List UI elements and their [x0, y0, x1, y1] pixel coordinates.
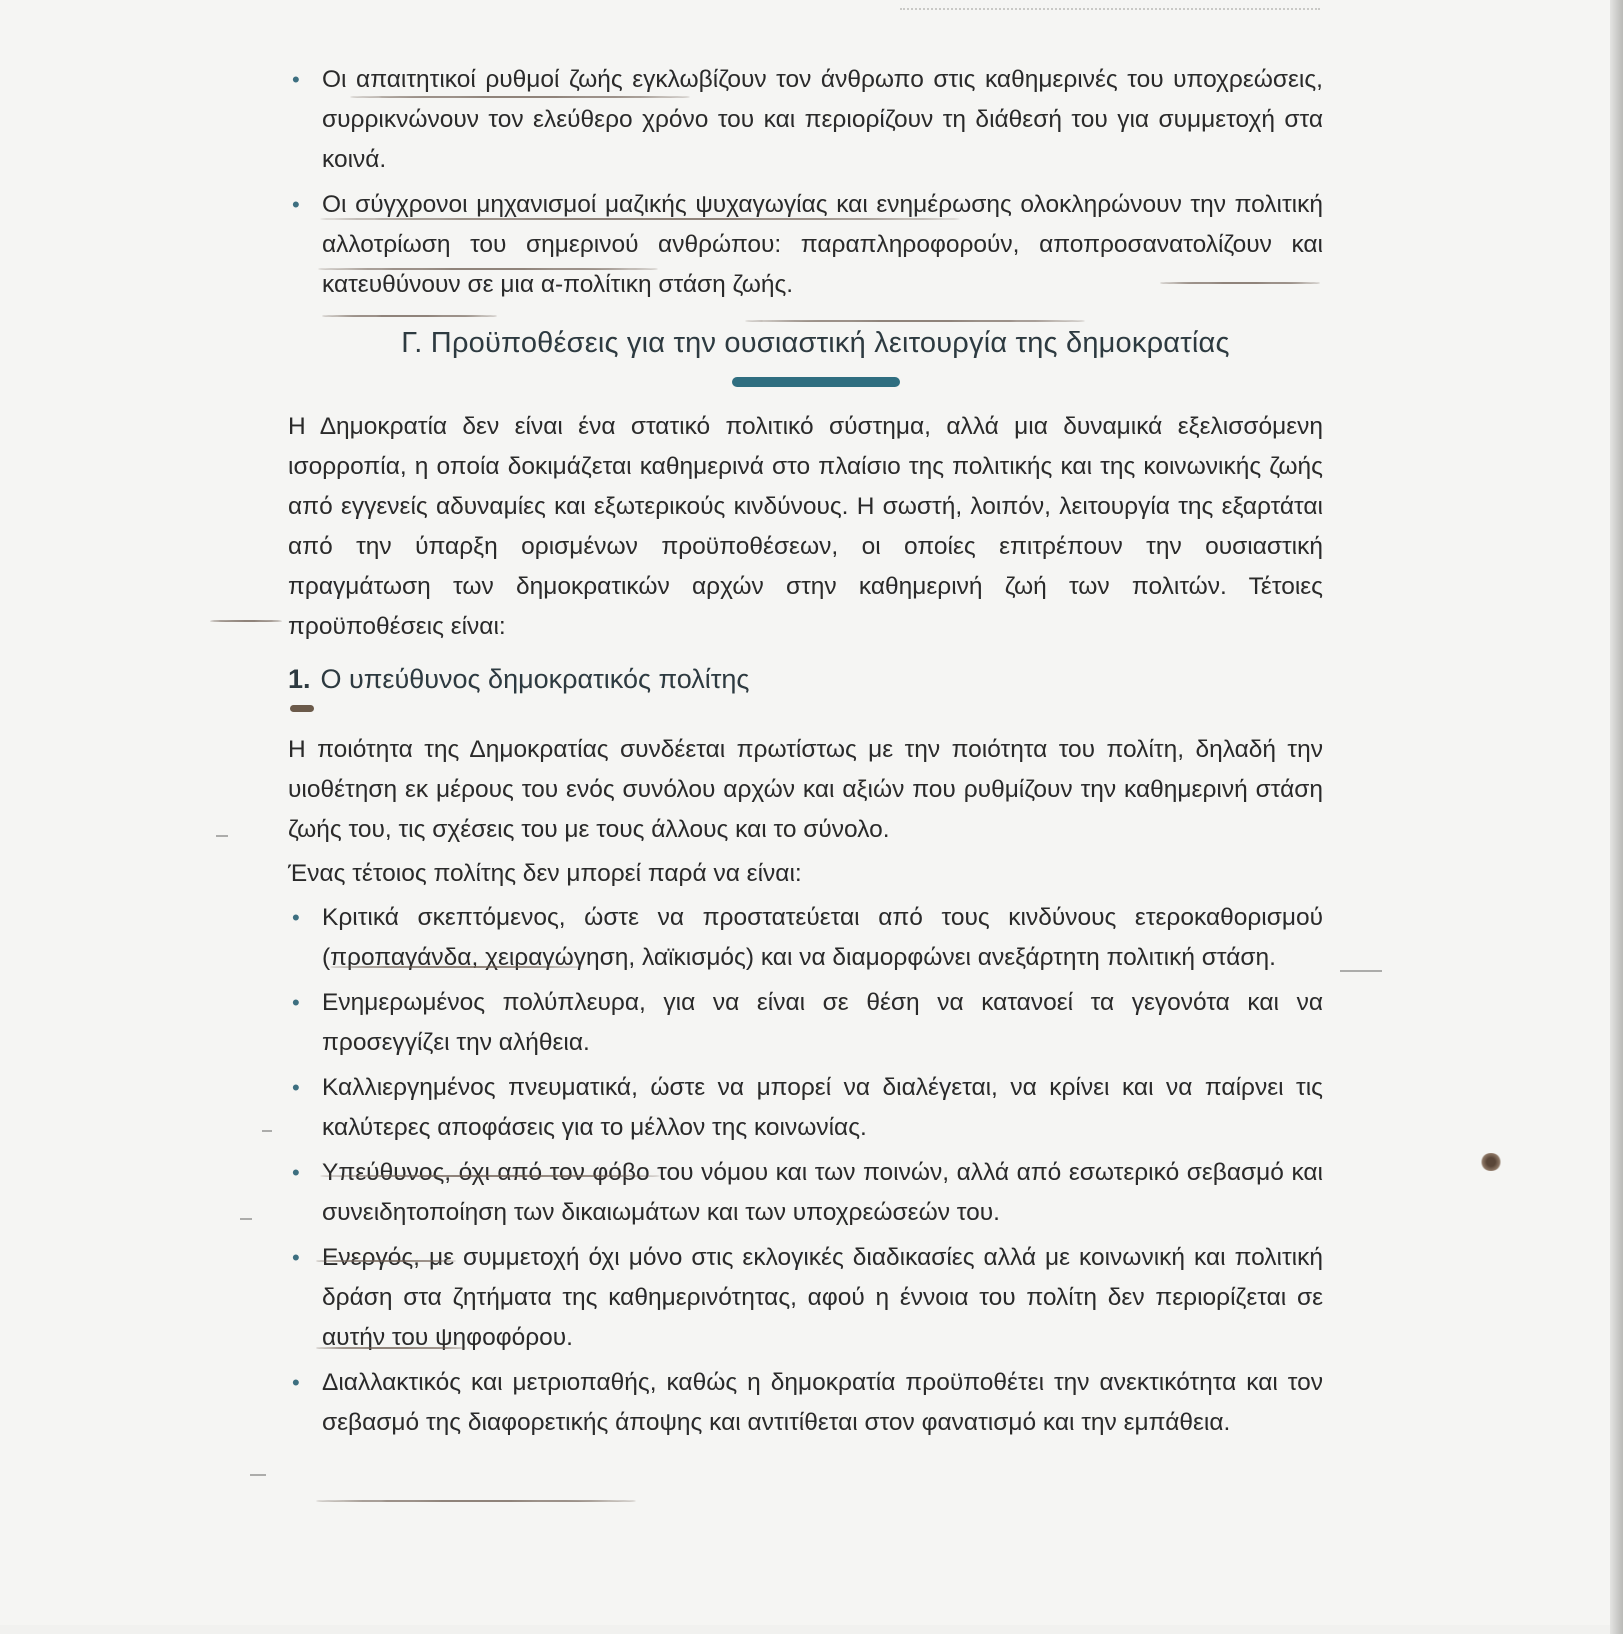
list-item — [288, 185, 1323, 305]
pen-underline — [322, 315, 497, 317]
subsection-title: Ο υπεύθυνος δημοκρατικός πολίτης — [320, 664, 750, 694]
pen-underline — [350, 96, 690, 98]
pen-underline — [320, 1175, 660, 1177]
pen-underline — [316, 1260, 456, 1262]
list-item — [288, 1153, 1323, 1233]
pen-underline — [1160, 282, 1320, 284]
list-item — [288, 983, 1323, 1063]
list-item — [288, 1068, 1323, 1148]
subsection-heading — [288, 659, 1323, 699]
list-item — [288, 60, 1323, 180]
list-item — [288, 1238, 1323, 1358]
list-item — [288, 1363, 1323, 1443]
subsection-underline-bar — [290, 705, 314, 712]
pen-underline — [316, 1500, 636, 1502]
bullet-text: Υπεύθυνος, όχι από τον φόβο του νόμου και των ποινών, αλλά από εσωτερικό σεβασμό και συνειδητοποίηση των δικαιωμάτων και των υποχρεώσεών του. — [322, 1159, 1323, 1226]
section-intro-paragraph: Η Δημοκρατία δεν είναι ένα στατικό πολιτικό σύστημα, αλλά μια δυναμικά εξελισσόμενη ισορροπία, η οποία δοκιμάζεται καθημερινά στο πλαίσιο της πολιτικής και της κοινωνικής ζωής από εγγενείς αδυναμίες και εξωτερικούς κινδύνους. Η σωστή, λοιπόν, λειτουργία της εξαρτάται από την ύπαρξη ορισμένων προϋποθέσεων, οι οποίες επιτρέπουν την ουσιαστική πραγμάτωση των δημοκρατικών αρχών στην καθημερινή ζωή των πολιτών. Τέτοιες προϋποθέσεις είναι: — [288, 413, 1323, 640]
citizen-qualities-list — [288, 898, 1323, 1443]
pen-underline — [316, 1347, 466, 1349]
bullet-text: Ενημερωμένος πολύπλευρα, για να είναι σε θέση να κατανοεί τα γεγονότα και να προσεγγίζει την αλήθεια. — [322, 989, 1323, 1056]
margin-mark — [262, 1130, 272, 1132]
pen-underline — [320, 218, 960, 220]
bullet-icon: • — [292, 1370, 300, 1395]
bullet-text: Οι σύγχρονοι μηχανισμοί μαζικής ψυχαγωγίας και ενημέρωσης ολοκληρώνουν την πολιτική αλλοτρίωση του σημερινού ανθρώπου: παραπληροφορούν, αποπροσανατολίζουν και κατευθύνουν σε μια α-πολίτικη στάση ζωής. — [322, 191, 1323, 298]
pen-underline — [318, 268, 658, 270]
bullet-icon: • — [292, 1160, 300, 1185]
subsection-lead: Ένας τέτοιος πολίτης δεν μπορεί παρά να είναι: — [288, 860, 802, 887]
page-edge-shadow — [1610, 0, 1623, 1634]
pen-underline — [330, 966, 580, 968]
previous-page-bleed — [900, 0, 1320, 10]
margin-mark — [250, 1474, 266, 1476]
bullet-text: Οι απαιτητικοί ρυθμοί ζωής εγκλωβίζουν τον άνθρωπο στις καθημερινές του υποχρεώσεις, συρρικνώνουν τον ελεύθερο χρόνο του και περιορίζουν τη διάθεσή του για συμμετοχή στα κοινά. — [322, 66, 1323, 173]
bullet-icon: • — [292, 905, 300, 930]
heading-underline-bar — [732, 377, 900, 387]
bullet-icon: • — [292, 67, 300, 92]
subsection-paragraph: Η ποιότητα της Δημοκρατίας συνδέεται πρωτίστως με την ποιότητα του πολίτη, δηλαδή την υιοθέτηση εκ μέρους του ενός συνόλου αρχών και αξιών που ρυθμίζουν την καθημερινή στάση ζωής του, τις σχέσεις του με τους άλλους και το σύνολο. — [288, 736, 1323, 843]
section-heading: Γ. Προϋποθέσεις για την ουσιαστική λειτουργία της δημοκρατίας — [401, 327, 1230, 359]
ink-spot — [1480, 1153, 1502, 1171]
bullet-text: Κριτικά σκεπτόμενος, ώστε να προστατεύεται από τους κινδύνους ετεροκαθορισμού (προπαγάνδα, χειραγώγηση, λαϊκισμός) και να διαμορφώνει ανεξάρτητη πολιτική στάση. — [322, 904, 1323, 971]
pen-underline — [745, 320, 1085, 322]
margin-mark — [216, 835, 228, 837]
bullet-text: Καλλιεργημένος πνευματικά, ώστε να μπορεί να διαλέγεται, να κρίνει και να παίρνει τις καλύτερες αποφάσεις για το μέλλον της κοινωνίας. — [322, 1074, 1323, 1141]
bullet-icon: • — [292, 990, 300, 1015]
margin-mark — [1340, 970, 1382, 972]
margin-mark — [240, 1218, 252, 1220]
pen-margin-mark — [210, 620, 282, 622]
bullet-icon: • — [292, 192, 300, 217]
bullet-icon: • — [292, 1075, 300, 1100]
bullet-text: Διαλλακτικός και μετριοπαθής, καθώς η δημοκρατία προϋποθέτει την ανεκτικότητα και τον σεβασμό της διαφορετικής άποψης και αντιτίθεται στον φανατισμό και την εμπάθεια. — [322, 1369, 1323, 1436]
subsection-number: 1. — [288, 664, 311, 694]
bullet-text: Ενεργός, με συμμετοχή όχι μόνο στις εκλογικές διαδικασίες αλλά με κοινωνική και πολιτική δράση στα ζητήματα της καθημερινότητας, αφού η έννοια του πολίτη δεν περιορίζεται σε αυτήν του ψηφοφόρου. — [322, 1244, 1323, 1351]
bullet-icon: • — [292, 1245, 300, 1270]
